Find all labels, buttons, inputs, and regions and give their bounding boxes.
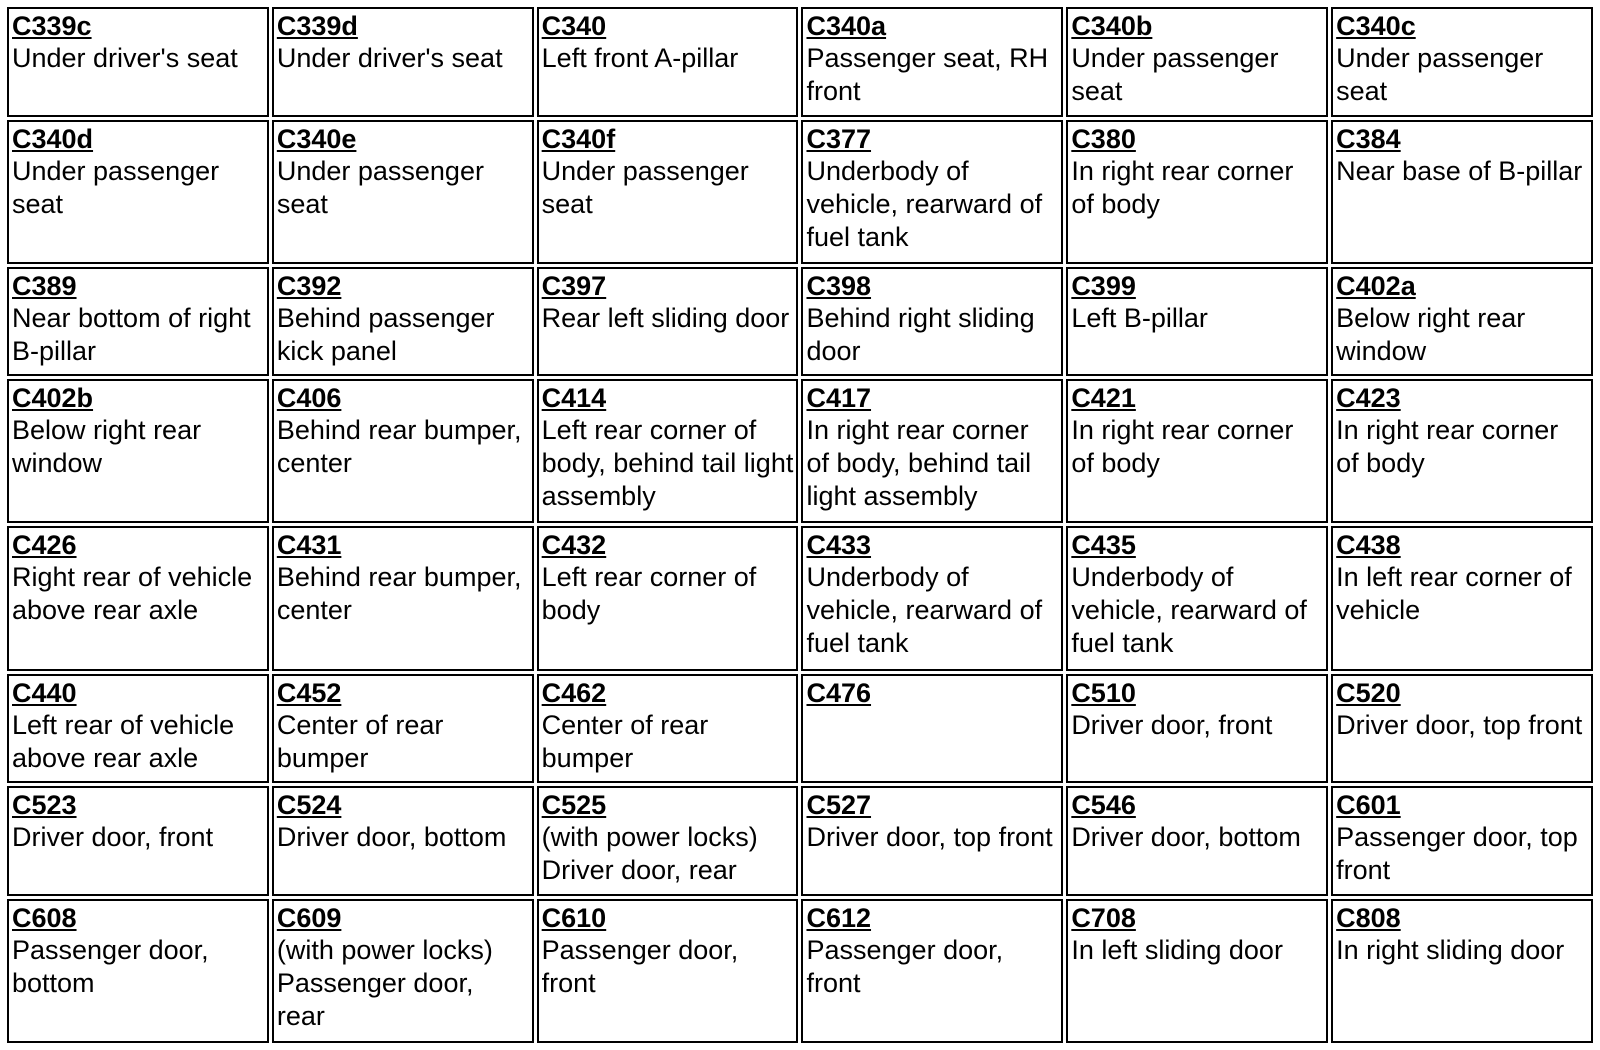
connector-cell bbox=[272, 899, 534, 1043]
connector-cell bbox=[1066, 267, 1328, 377]
connector-code-link[interactable]: C340c bbox=[1336, 11, 1416, 41]
connector-code-link[interactable]: C421 bbox=[1071, 383, 1136, 414]
connector-location-text: Center of rear bumper bbox=[541, 709, 709, 773]
connector-location-text: Behind rear bumper, center bbox=[276, 415, 522, 479]
connector-code-link[interactable]: C601 bbox=[1336, 790, 1401, 821]
table-row bbox=[7, 899, 1593, 1043]
connector-location-text: Behind rear bumper, center bbox=[276, 562, 522, 626]
connector-cell bbox=[801, 379, 1063, 523]
connector-cell bbox=[7, 899, 269, 1043]
connector-code-link[interactable]: C432 bbox=[541, 530, 607, 561]
connector-cell bbox=[801, 120, 1063, 264]
connector-code-link[interactable]: C384 bbox=[1336, 123, 1401, 154]
connector-location-text: Underbody of vehicle, rearward of fuel tank bbox=[806, 562, 1043, 659]
table-row bbox=[7, 120, 1593, 264]
connector-cell bbox=[537, 899, 799, 1043]
table-row bbox=[7, 526, 1593, 670]
connector-code-link[interactable]: C397 bbox=[541, 270, 607, 301]
table-row bbox=[7, 7, 1593, 117]
connector-code-link[interactable]: C406 bbox=[276, 383, 342, 414]
connector-location-text: Rear left sliding door bbox=[541, 302, 790, 333]
connector-cell bbox=[7, 120, 269, 264]
connector-code-link[interactable]: C399 bbox=[1071, 270, 1136, 301]
connector-code-link[interactable]: C402a bbox=[1336, 270, 1416, 301]
connector-code-link[interactable]: C377 bbox=[806, 123, 872, 154]
connector-cell bbox=[272, 526, 534, 670]
connector-cell bbox=[1331, 7, 1593, 117]
table-row bbox=[7, 674, 1593, 784]
connector-cell bbox=[537, 786, 799, 896]
connector-cell bbox=[537, 674, 799, 784]
connector-location-text: Below right rear window bbox=[12, 415, 202, 479]
connector-cell bbox=[1331, 674, 1593, 784]
connector-code-link[interactable]: C340a bbox=[806, 11, 887, 41]
connector-location-text: In left sliding door bbox=[1071, 934, 1283, 965]
connector-code-link[interactable]: C339d bbox=[276, 11, 358, 41]
connector-code-link[interactable]: C527 bbox=[806, 790, 872, 821]
connector-location-text: Passenger door, front bbox=[541, 934, 739, 998]
connector-cell bbox=[7, 526, 269, 670]
connector-cell bbox=[537, 7, 799, 117]
connector-location-text: Passenger door, front bbox=[806, 934, 1004, 998]
connector-location-text: Under passenger seat bbox=[276, 155, 484, 219]
connector-code-link[interactable]: C414 bbox=[541, 383, 607, 414]
connector-location-text: Left rear corner of body bbox=[541, 562, 757, 626]
connector-code-link[interactable]: C612 bbox=[806, 902, 872, 933]
connector-location-text: Passenger door, bottom bbox=[12, 934, 209, 998]
connector-code-link[interactable]: C398 bbox=[806, 270, 872, 301]
connector-code-link[interactable]: C340e bbox=[276, 123, 357, 154]
table-row bbox=[7, 786, 1593, 896]
connector-location-text: Near bottom of right B-pillar bbox=[12, 302, 251, 366]
connector-cell bbox=[1066, 7, 1328, 117]
connector-location-text: Left front A-pillar bbox=[541, 43, 739, 73]
connector-cell bbox=[1331, 120, 1593, 264]
connector-location-text: Left rear of vehicle above rear axle bbox=[12, 709, 235, 773]
connector-code-link[interactable]: C340b bbox=[1071, 11, 1153, 41]
connector-code-link[interactable]: C423 bbox=[1336, 383, 1401, 414]
connector-cell bbox=[1066, 379, 1328, 523]
connector-cell bbox=[7, 7, 269, 117]
connector-location-text: Right rear of vehicle above rear axle bbox=[12, 562, 253, 626]
connector-location-page bbox=[4, 4, 1596, 1046]
connector-code-link[interactable]: C433 bbox=[806, 530, 872, 561]
connector-cell bbox=[801, 899, 1063, 1043]
connector-code-link[interactable]: C380 bbox=[1071, 123, 1136, 154]
connector-location-text: Under driver's seat bbox=[12, 43, 238, 73]
connector-cell bbox=[7, 379, 269, 523]
connector-location-text: Behind right sliding door bbox=[806, 302, 1035, 366]
connector-location-text: (with power locks) Passenger door, rear bbox=[276, 934, 493, 1031]
connector-location-text: Under driver's seat bbox=[276, 43, 503, 73]
connector-location-text: Passenger seat, RH front bbox=[806, 43, 1049, 106]
connector-code-link[interactable]: C452 bbox=[276, 677, 342, 708]
connector-location-text: Driver door, bottom bbox=[276, 822, 507, 853]
connector-code-link[interactable]: C440 bbox=[12, 677, 77, 708]
connector-location-text: Under passenger seat bbox=[1071, 43, 1279, 106]
table-row bbox=[7, 379, 1593, 523]
connector-location-text: In right sliding door bbox=[1336, 934, 1565, 965]
connector-cell bbox=[1331, 899, 1593, 1043]
connector-location-text: Driver door, bottom bbox=[1071, 822, 1301, 853]
connector-code-link[interactable]: C546 bbox=[1071, 790, 1136, 821]
connector-cell bbox=[537, 120, 799, 264]
connector-location-text: Under passenger seat bbox=[12, 155, 220, 219]
connector-cell bbox=[272, 379, 534, 523]
connector-location-text: Driver door, front bbox=[12, 822, 214, 853]
connector-cell bbox=[1331, 786, 1593, 896]
connector-code-link[interactable]: C339c bbox=[12, 11, 92, 41]
connector-cell bbox=[537, 526, 799, 670]
connector-code-link[interactable]: C708 bbox=[1071, 902, 1136, 933]
connector-code-link[interactable]: C476 bbox=[806, 677, 872, 708]
connector-location-text: Underbody of vehicle, rearward of fuel tank bbox=[806, 155, 1043, 252]
connector-cell bbox=[272, 267, 534, 377]
connector-cell bbox=[272, 120, 534, 264]
connector-cell bbox=[801, 7, 1063, 117]
connector-code-link[interactable]: C340f bbox=[541, 123, 616, 154]
connector-cell bbox=[1066, 899, 1328, 1043]
connector-code-link[interactable]: C510 bbox=[1071, 677, 1136, 708]
connector-code-link[interactable]: C520 bbox=[1336, 677, 1401, 708]
table-row bbox=[7, 267, 1593, 377]
connector-location-table bbox=[4, 4, 1596, 1046]
connector-cell bbox=[801, 674, 1063, 784]
connector-location-text: (with power locks) Driver door, rear bbox=[541, 822, 758, 886]
connector-cell bbox=[1331, 526, 1593, 670]
connector-location-text: Below right rear window bbox=[1336, 302, 1526, 366]
connector-location-text: Center of rear bumper bbox=[276, 709, 444, 773]
connector-cell bbox=[801, 786, 1063, 896]
connector-cell bbox=[537, 267, 799, 377]
connector-location-text: Driver door, front bbox=[1071, 709, 1273, 740]
connector-code-link[interactable]: C524 bbox=[276, 790, 342, 821]
connector-code-link[interactable]: C608 bbox=[12, 902, 77, 933]
connector-location-text: Behind passenger kick panel bbox=[276, 302, 495, 366]
connector-location-text: In right rear corner of body bbox=[1071, 415, 1294, 479]
connector-cell bbox=[272, 7, 534, 117]
connector-code-link[interactable]: C340d bbox=[12, 123, 94, 154]
connector-cell bbox=[1331, 267, 1593, 377]
connector-code-link[interactable]: C435 bbox=[1071, 530, 1136, 561]
connector-code-link[interactable]: C389 bbox=[12, 270, 77, 301]
connector-location-text: Driver door, top front bbox=[1336, 709, 1583, 740]
connector-cell bbox=[801, 526, 1063, 670]
connector-location-text: Passenger door, top front bbox=[1336, 822, 1578, 886]
connector-cell bbox=[272, 786, 534, 896]
connector-cell bbox=[801, 267, 1063, 377]
connector-code-link[interactable]: C525 bbox=[541, 790, 607, 821]
connector-cell bbox=[1066, 786, 1328, 896]
connector-cell bbox=[272, 674, 534, 784]
table-body bbox=[7, 7, 1593, 1043]
connector-location-text: Left B-pillar bbox=[1071, 302, 1208, 333]
connector-location-text: Driver door, top front bbox=[806, 822, 1053, 853]
connector-cell bbox=[1066, 120, 1328, 264]
connector-cell bbox=[537, 379, 799, 523]
connector-code-link[interactable]: C392 bbox=[276, 270, 342, 301]
connector-location-text: Under passenger seat bbox=[1336, 43, 1544, 106]
connector-location-text: In left rear corner of vehicle bbox=[1336, 562, 1572, 626]
connector-code-link[interactable]: C610 bbox=[541, 902, 607, 933]
connector-cell bbox=[1331, 379, 1593, 523]
connector-location-text: In right rear corner of body bbox=[1336, 415, 1559, 479]
connector-cell bbox=[7, 674, 269, 784]
connector-location-text: Under passenger seat bbox=[541, 155, 749, 219]
connector-code-link[interactable]: C417 bbox=[806, 383, 872, 414]
connector-code-link[interactable]: C340 bbox=[541, 11, 607, 41]
connector-location-text: In right rear corner of body bbox=[1071, 155, 1294, 219]
connector-cell bbox=[1066, 526, 1328, 670]
connector-code-link[interactable]: C402b bbox=[12, 383, 94, 414]
connector-code-link[interactable]: C523 bbox=[12, 790, 77, 821]
connector-cell bbox=[1066, 674, 1328, 784]
connector-cell bbox=[7, 267, 269, 377]
connector-code-link[interactable]: C431 bbox=[276, 530, 342, 561]
connector-location-text: In right rear corner of body, behind tail light assembly bbox=[806, 415, 1032, 512]
connector-code-link[interactable]: C462 bbox=[541, 677, 607, 708]
connector-code-link[interactable]: C426 bbox=[12, 530, 77, 561]
connector-code-link[interactable]: C609 bbox=[276, 902, 342, 933]
connector-location-text: Near base of B-pillar bbox=[1336, 155, 1583, 186]
connector-code-link[interactable]: C438 bbox=[1336, 530, 1401, 561]
connector-location-text: Underbody of vehicle, rearward of fuel tank bbox=[1071, 562, 1307, 659]
connector-location-text: Left rear corner of body, behind tail light assembly bbox=[541, 415, 794, 512]
connector-cell bbox=[7, 786, 269, 896]
connector-code-link[interactable]: C808 bbox=[1336, 902, 1401, 933]
